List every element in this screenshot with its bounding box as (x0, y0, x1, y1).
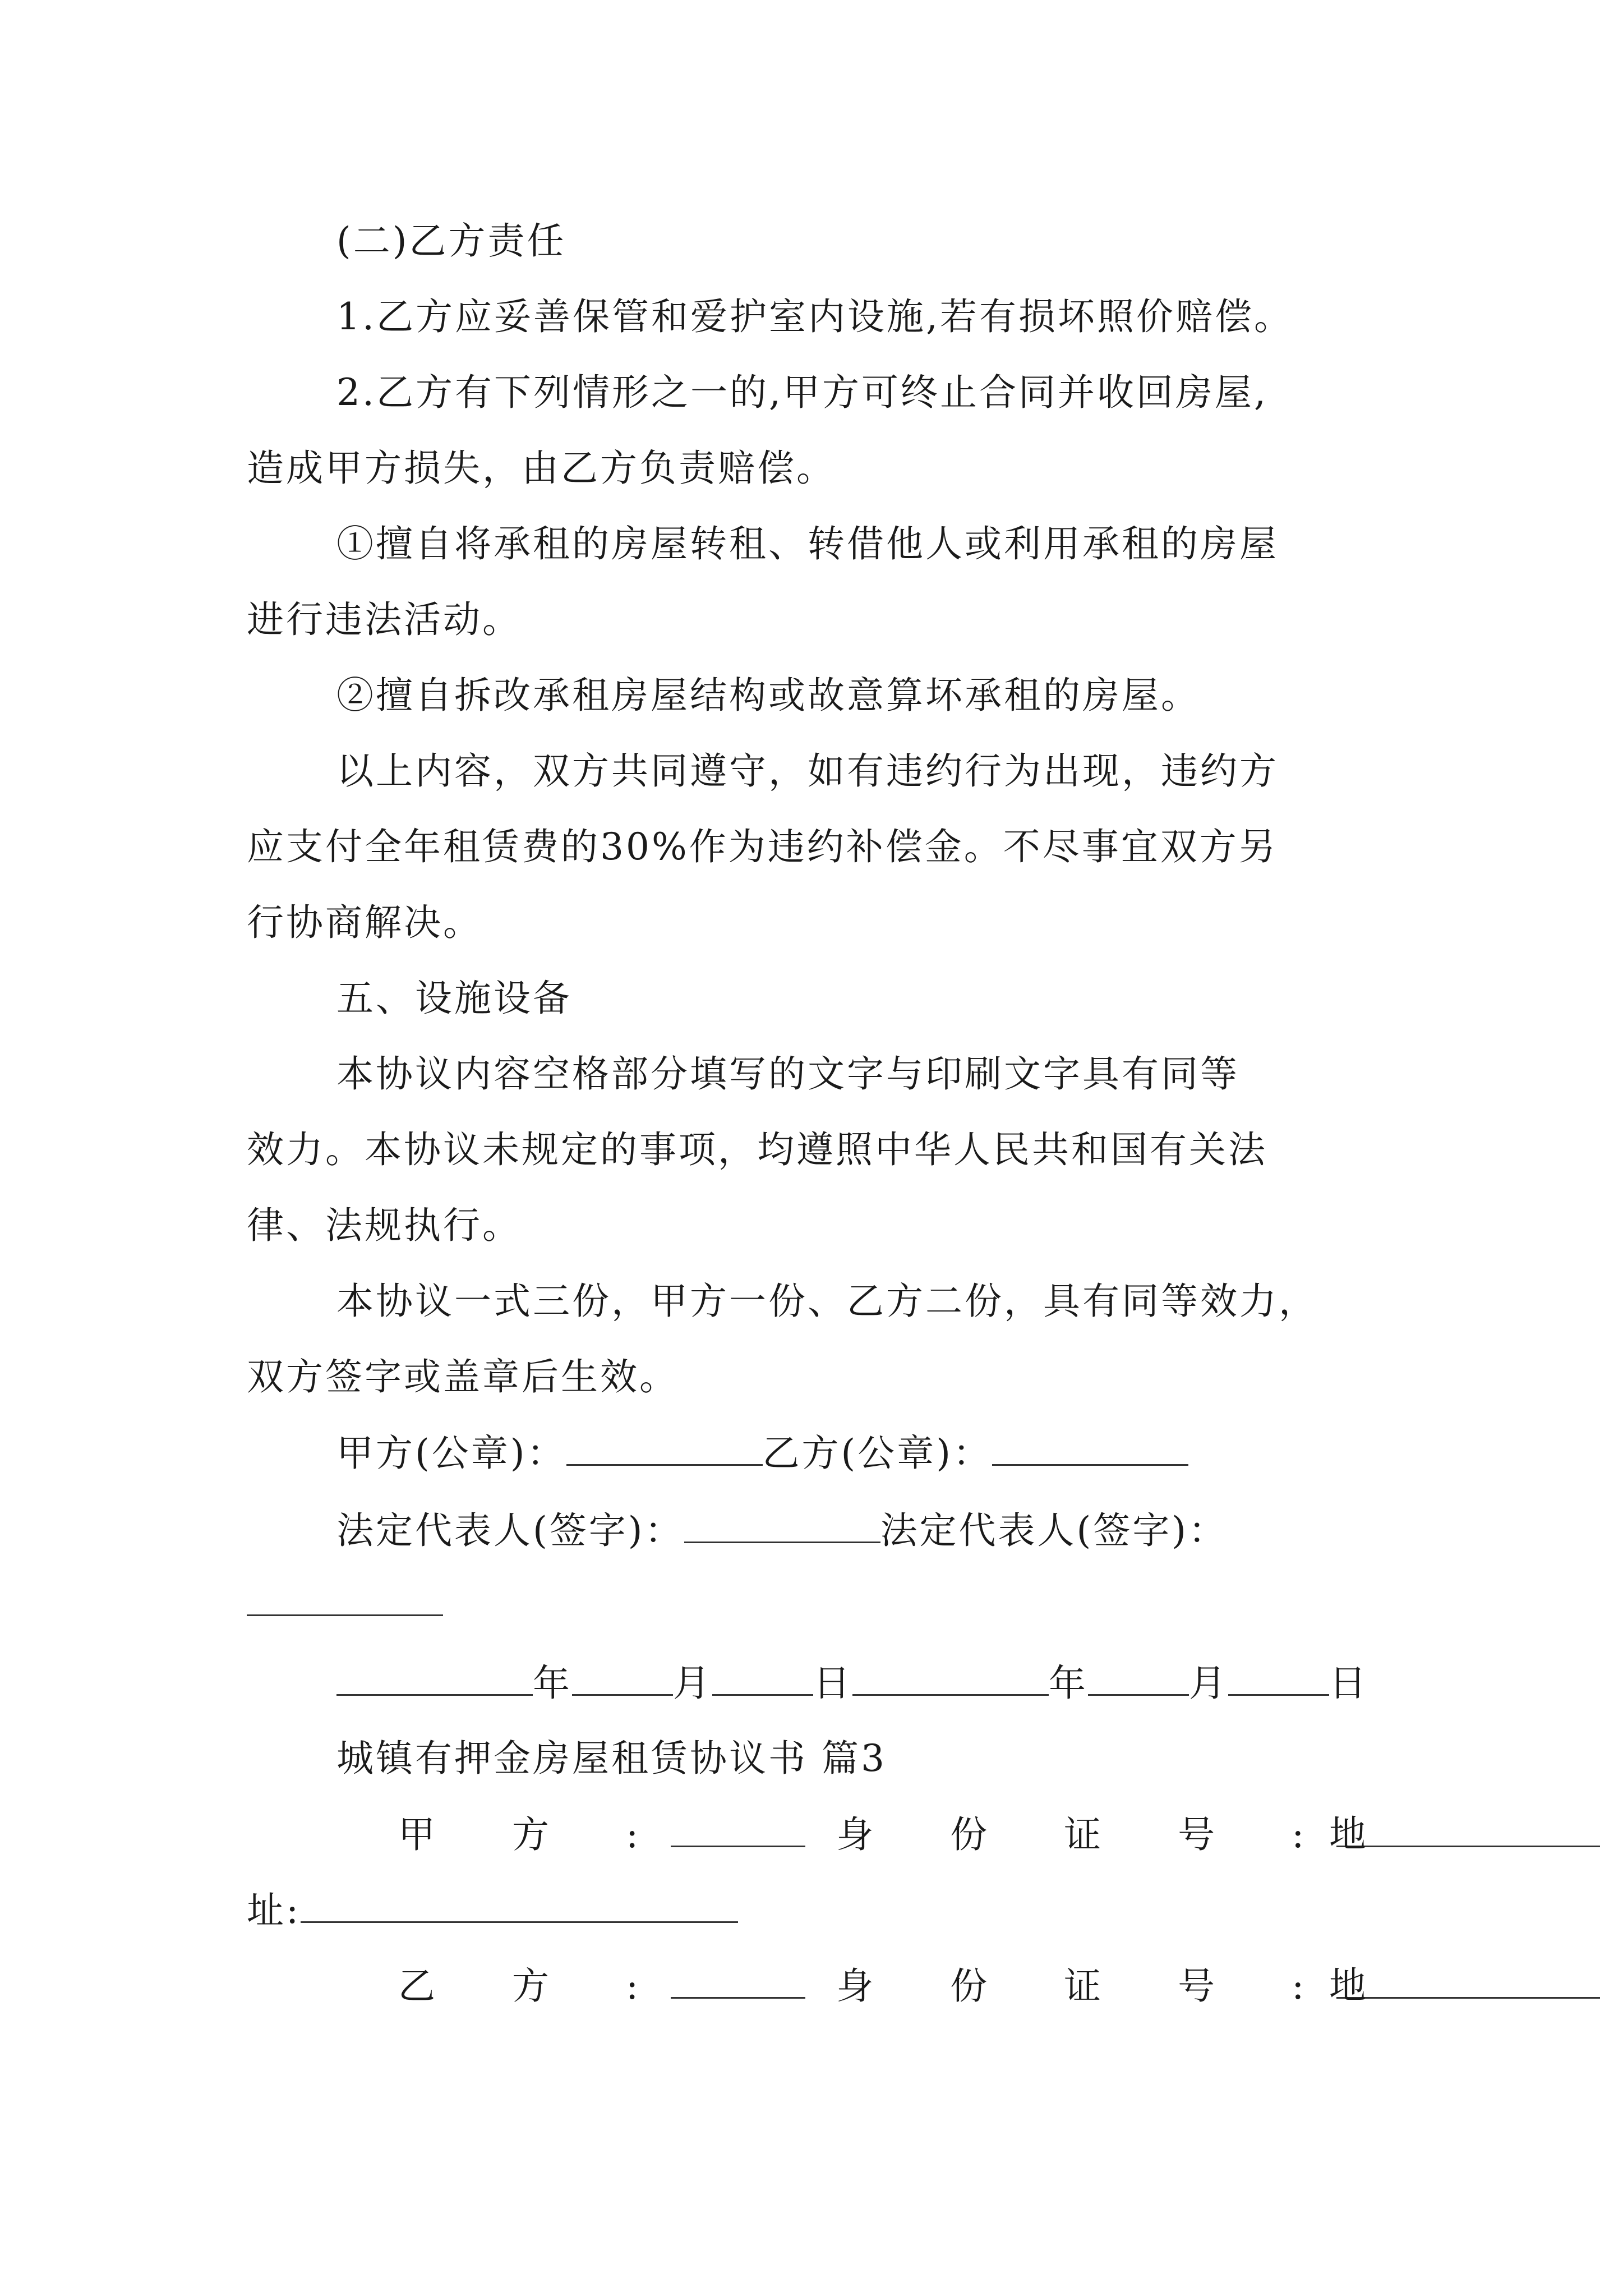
party-a-form-line (398, 1812, 1600, 1857)
paragraph-line: 2.乙方有下列情形之一的,甲方可终止合同并收回房屋, (336, 371, 1268, 414)
paragraph-line: 本协议一式三份，甲方一份、乙方二份，具有同等效力， (336, 1280, 1318, 1323)
paragraph-line: 效力。本协议未规定的事项，均遵照中华人民共和国有关法 (247, 1128, 1267, 1171)
month-label: 月 (1189, 1662, 1228, 1705)
rep-b-blank[interactable] (247, 1614, 443, 1616)
party-a-address-line (247, 1888, 738, 1933)
section-heading-party-b-duties: (二)乙方责任 (336, 219, 566, 263)
party-a-seal-label: 甲方(公章)： (336, 1432, 566, 1475)
party-b-id-blank[interactable] (1336, 1963, 1600, 1999)
date-a-year-blank[interactable] (336, 1660, 533, 1696)
date-a-month-blank[interactable] (572, 1660, 673, 1696)
rep-a-label: 法定代表人(签字)： (336, 1509, 684, 1552)
date-b-year-blank[interactable] (852, 1660, 1049, 1696)
paragraph-line: 本协议内容空格部分填写的文字与印刷文字具有同等 (336, 1052, 1239, 1096)
party-a-address-blank[interactable] (301, 1888, 738, 1923)
paragraph-line: 律、法规执行。 (247, 1204, 522, 1247)
party-b-seal-blank[interactable] (992, 1430, 1188, 1466)
date-line (336, 1660, 1368, 1706)
year-label: 年 (533, 1662, 572, 1705)
paragraph-line: ②擅自拆改承租房屋结构或故意算坏承租的房屋。 (336, 674, 1200, 717)
party-a-name-blank[interactable] (671, 1812, 805, 1847)
party-a-id-blank[interactable] (1336, 1812, 1600, 1847)
paragraph-line: 行协商解决。 (247, 901, 482, 944)
id-number-label: 身 份 证 号 : (836, 1964, 1337, 2008)
party-a-seal-blank[interactable] (566, 1430, 763, 1466)
paragraph-line: 1.乙方应妥善保管和爱护室内设施,若有损坏照价赔偿。 (336, 295, 1293, 338)
paragraph-line: ①擅自将承租的房屋转租、转借他人或利用承租的房屋 (336, 522, 1279, 565)
date-b-day-blank[interactable] (1228, 1660, 1329, 1696)
party-b-form-line (398, 1963, 1600, 2009)
month-label: 月 (673, 1662, 712, 1705)
paragraph-line: 双方签字或盖章后生效。 (247, 1355, 679, 1398)
section-title: 城镇有押金房屋租赁协议书 篇3 (336, 1737, 887, 1780)
representative-line (336, 1508, 1228, 1553)
paragraph-line: 进行违法活动。 (247, 598, 522, 641)
paragraph-line: 应支付全年租赁费的30%作为违约补偿金。不尽事宜双方另 (247, 825, 1278, 868)
paragraph-line: 以上内容，双方共同遵守，如有违约行为出现，违约方 (336, 749, 1279, 793)
year-label: 年 (1049, 1662, 1088, 1705)
rep-a-blank[interactable] (684, 1508, 880, 1543)
day-label: 日 (813, 1662, 852, 1705)
party-a-label: 甲 方 : (398, 1813, 671, 1856)
paragraph-line: 造成甲方损失，由乙方负责赔偿。 (247, 447, 836, 490)
address-char: 地 (1329, 1964, 1368, 2007)
date-a-day-blank[interactable] (712, 1660, 813, 1696)
address-char: 地 (1329, 1812, 1368, 1856)
id-number-label: 身 份 证 号 : (836, 1813, 1337, 1856)
party-b-seal-label: 乙方(公章)： (762, 1432, 992, 1475)
day-label: 日 (1329, 1662, 1368, 1705)
seal-line (336, 1430, 1188, 1476)
address-label: 址: (247, 1889, 301, 1932)
party-b-label: 乙 方 : (398, 1964, 671, 2008)
section-heading-facilities: 五、设施设备 (336, 977, 572, 1020)
rep-b-label: 法定代表人(签字)： (880, 1509, 1228, 1552)
party-b-name-blank[interactable] (671, 1963, 805, 1999)
date-b-month-blank[interactable] (1088, 1660, 1189, 1696)
